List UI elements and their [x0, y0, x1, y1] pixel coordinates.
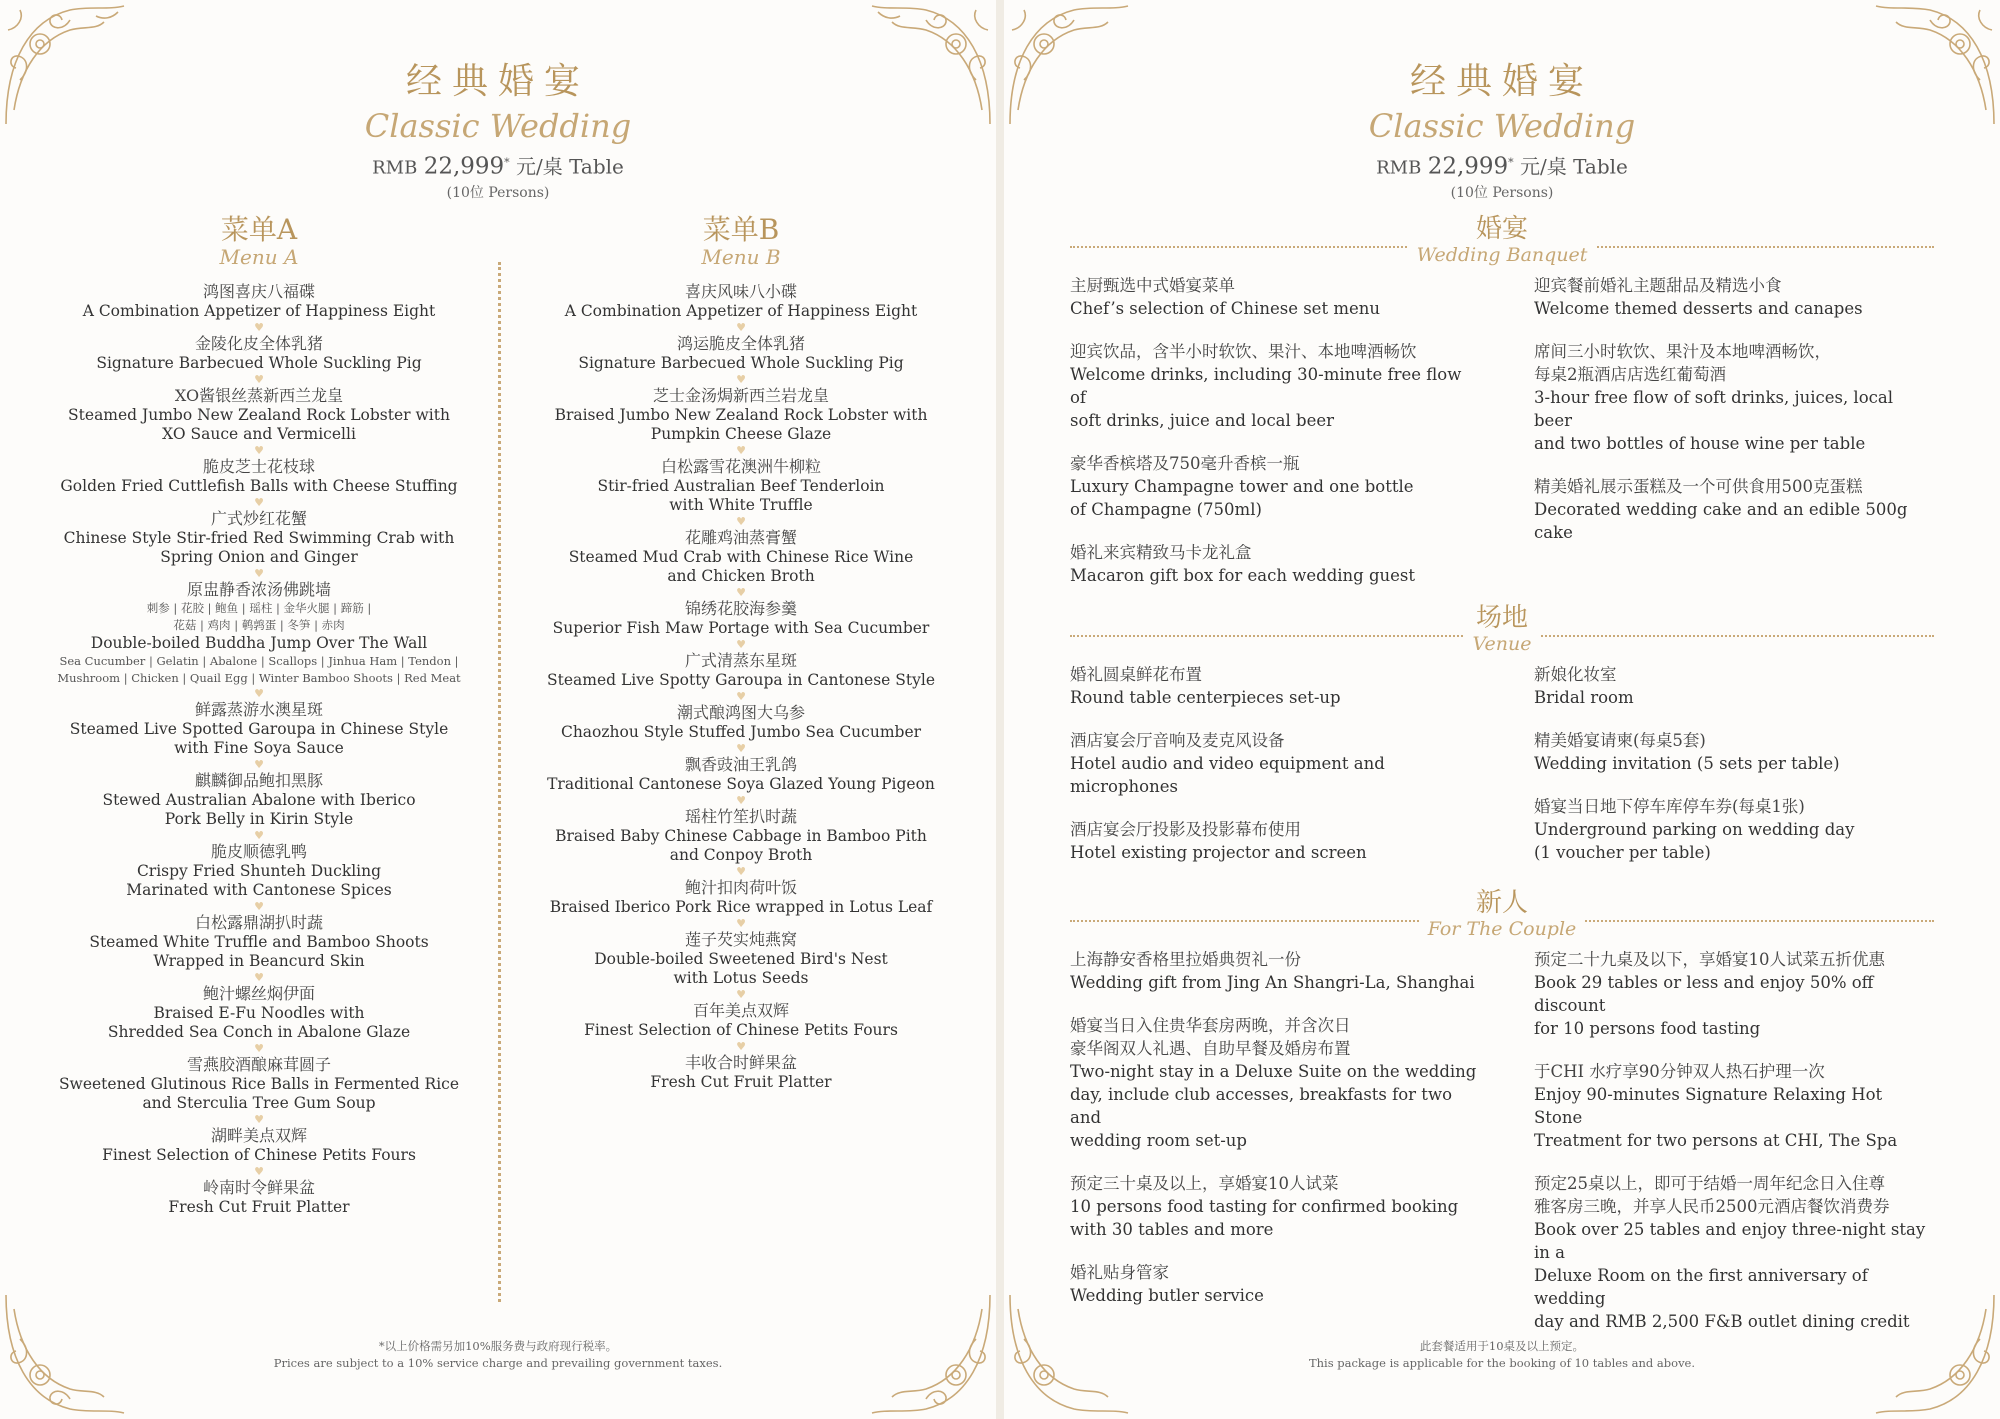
heart-icon: ♥: [736, 638, 746, 651]
dish-name-en: Pumpkin Cheese Glaze: [650, 425, 832, 443]
right-page: [1004, 0, 2000, 1419]
section-column-left: [1070, 274, 1480, 607]
dish-name-en: with White Truffle: [669, 496, 813, 514]
dish-name-en: Steamed Live Spotty Garoupa in Cantonese Style: [547, 671, 935, 689]
inclusion-cn: 酒店宴会厅投影及投影幕布使用: [1070, 820, 1301, 839]
dish-name-en: Fresh Cut Fruit Platter: [168, 1198, 350, 1216]
price-line: [1004, 150, 2000, 182]
dish-name-en: Double-boiled Sweetened Bird's Nest: [594, 950, 888, 968]
inclusion-cn: 预定三十桌及以上，享婚宴10人试菜: [1070, 1174, 1339, 1193]
inclusion-item: [1070, 729, 1480, 798]
inclusion-en: Macaron gift box for each wedding guest: [1070, 566, 1416, 585]
dish-name-cn: 潮式酿鸿图大乌参: [676, 703, 805, 722]
dish-name-en: Fresh Cut Fruit Platter: [650, 1073, 832, 1091]
inclusion-cn: 席间三小时软饮、果汁及本地啤酒畅饮，: [1534, 342, 1831, 361]
inclusion-en: Welcome themed desserts and canapes: [1534, 299, 1863, 318]
package-footnote: [1004, 1338, 2000, 1372]
price-unit: 元/桌 Table: [1520, 154, 1628, 179]
inclusion-en: 10 persons food tasting for confirmed booking: [1070, 1197, 1459, 1216]
inclusion-item: [1070, 948, 1480, 994]
dish-ingredients-en: Mushroom | Chicken | Quail Egg | Winter Bamboo Shoots | Red Meat: [57, 671, 461, 685]
inclusion-en: 3-hour free flow of soft drinks, juices, local beer: [1534, 388, 1893, 430]
dish-name-en: Steamed Mud Crab with Chinese Rice Wine: [568, 548, 914, 566]
dish-item: [536, 599, 946, 638]
inclusion-cn: 婚宴当日地下停车库停车券(每桌1张): [1534, 797, 1805, 816]
dish-name-cn: 湖畔美点双辉: [210, 1126, 307, 1145]
section-grid: [1070, 274, 1934, 607]
dish-item: [536, 703, 946, 742]
inclusion-cn: 婚礼贴身管家: [1070, 1263, 1169, 1282]
dish-name-en: A Combination Appetizer of Happiness Eight: [564, 302, 918, 320]
inclusion-en: soft drinks, juice and local beer: [1070, 411, 1335, 430]
dish-item: [536, 807, 946, 865]
dish-item: [536, 457, 946, 515]
dish-name-en: Stewed Australian Abalone with Iberico: [102, 791, 416, 809]
inclusion-en: of Champagne (750ml): [1070, 500, 1262, 519]
heart-icon: ♥: [736, 515, 746, 528]
dish-name-cn: 鸿运脆皮全体乳猪: [676, 334, 805, 353]
heart-icon: ♥: [254, 321, 264, 334]
dish-ingredients-cn: 刺参 | 花胶 | 鲍鱼 | 瑶柱 | 金华火腿 | 蹄筋 |: [146, 601, 372, 615]
dish-name-cn: 白松露雪花澳洲牛柳粒: [660, 457, 821, 476]
heart-icon: ♥: [254, 496, 264, 509]
title-cn: 经典婚宴: [405, 61, 590, 102]
inclusion-item: [1534, 1172, 1934, 1333]
section-title-en-wrap: [1070, 244, 1934, 266]
inclusion-item: [1534, 729, 1934, 775]
dish-name-cn: 锦绣花胶海参羹: [684, 599, 797, 618]
dish-name-cn: 金陵化皮全体乳猪: [194, 334, 323, 353]
dish-name-en: Chinese Style Stir-fried Red Swimming Crab with: [63, 529, 455, 547]
dish-item: [536, 282, 946, 321]
section-for-the-couple: [1070, 888, 1934, 1353]
price-currency: RMB: [372, 157, 418, 179]
dish-item: [54, 1055, 464, 1113]
dish-name-cn: 广式炒红花蟹: [210, 509, 307, 528]
dish-item: [54, 1178, 464, 1217]
inclusion-en: Book 29 tables or less and enjoy 50% off discount: [1534, 973, 1874, 1015]
section-title-en-wrap: [1070, 633, 1934, 655]
inclusion-cn: 婚礼来宾精致马卡龙礼盒: [1070, 543, 1252, 562]
heart-icon: ♥: [736, 865, 746, 878]
inclusion-cn: 每桌2瓶酒店店选红葡萄酒: [1534, 365, 1726, 384]
dish-name-cn: 雪燕胶酒酿麻茸圆子: [186, 1055, 331, 1074]
heart-icon: ♥: [736, 690, 746, 703]
dish-name-en: Golden Fried Cuttlefish Balls with Cheese Stuffing: [60, 477, 458, 495]
inclusion-item: [1070, 1261, 1480, 1307]
inclusion-item: [1070, 663, 1480, 709]
section-column-right: [1534, 274, 1934, 607]
inclusion-en: Deluxe Room on the first anniversary of wedding: [1534, 1266, 1868, 1308]
dish-item: [536, 528, 946, 586]
menu-a-dish-list: [54, 282, 464, 1217]
heart-icon: ♥: [254, 444, 264, 457]
dish-item: [54, 386, 464, 444]
dish-name-en: Braised Baby Chinese Cabbage in Bamboo Pith: [555, 827, 927, 845]
dish-name-en: Finest Selection of Chinese Petits Fours: [584, 1021, 898, 1039]
dish-item: [54, 913, 464, 971]
heart-icon: ♥: [254, 567, 264, 580]
dish-item: [54, 509, 464, 567]
section-title-cn: 婚宴: [1475, 214, 1528, 244]
dish-name-en: and Conpoy Broth: [669, 846, 813, 864]
heart-icon: ♥: [254, 1165, 264, 1178]
inclusion-en: Luxury Champagne tower and one bottle: [1070, 477, 1414, 496]
inclusion-cn: 雅客房三晚，并享人民币2500元酒店餐饮消费券: [1534, 1197, 1890, 1216]
dish-name-en: Shredded Sea Conch in Abalone Glaze: [107, 1023, 411, 1041]
inclusion-cn: 豪华阁双人礼遇、自助早餐及婚房布置: [1070, 1039, 1351, 1058]
heart-icon: ♥: [254, 829, 264, 842]
dish-name-cn: 喜庆风味八小碟: [684, 282, 797, 301]
footnote-en: Prices are subject to a 10% service charge and prevailing government taxes.: [273, 1356, 723, 1370]
heart-icon: ♥: [736, 444, 746, 457]
dish-name-en: Signature Barbecued Whole Suckling Pig: [578, 354, 904, 372]
section-column-right: [1534, 663, 1934, 884]
section-column-left: [1070, 663, 1480, 884]
menu-a-title-en: Menu A: [219, 245, 299, 269]
title-en: Classic Wedding: [1368, 107, 1636, 145]
inclusion-cn: 上海静安香格里拉婚典贺礼一份: [1070, 950, 1301, 969]
section-titles: [1070, 214, 1934, 266]
dish-name-en: Steamed Live Spotted Garoupa in Chinese Style: [69, 720, 449, 738]
heart-icon: ♥: [254, 758, 264, 771]
price-mark: *: [1508, 156, 1514, 169]
persons-note: (10位 Persons): [1450, 184, 1554, 201]
inclusion-en: Hotel existing projector and screen: [1070, 843, 1367, 862]
inclusion-cn: 婚宴当日入住贵华套房两晚，并含次日: [1070, 1016, 1351, 1035]
dish-name-cn: 原盅静香浓汤佛跳墙: [186, 580, 331, 599]
section-header: [1070, 603, 1934, 663]
heart-icon: ♥: [254, 687, 264, 700]
dish-ingredients-en: Sea Cucumber | Gelatin | Abalone | Scallops | Jinhua Ham | Tendon |: [59, 654, 459, 668]
dish-name-cn: 芝士金汤焗新西兰岩龙皇: [652, 386, 829, 405]
dish-name-cn: 鲍汁螺丝焖伊面: [202, 984, 315, 1003]
inclusion-item: [1534, 1060, 1934, 1152]
inclusion-item: [1070, 274, 1480, 320]
inclusion-cn: 新娘化妆室: [1534, 665, 1617, 684]
price-mark: *: [504, 156, 510, 169]
dish-name-cn: 麒麟御品鲍扣黑豚: [194, 771, 323, 790]
dish-item: [536, 930, 946, 988]
section-title-en: Wedding Banquet: [1409, 244, 1596, 266]
dish-item: [54, 842, 464, 900]
dish-name-en: Braised E-Fu Noodles with: [153, 1004, 365, 1022]
dish-item: [54, 457, 464, 496]
heart-icon: ♥: [254, 1113, 264, 1126]
inclusion-en: with 30 tables and more: [1070, 1220, 1274, 1239]
dish-name-en: and Sterculia Tree Gum Soup: [142, 1094, 376, 1112]
dish-name-en: and Chicken Broth: [667, 567, 815, 585]
footnote-cn: *以上价格需另加10%服务费与政府现行税率。: [378, 1339, 618, 1353]
inclusion-en: day, include club accesses, breakfasts for two and: [1070, 1085, 1452, 1127]
dish-name-cn: 脆皮芝士花枝球: [202, 457, 315, 476]
dish-name-en: Chaozhou Style Stuffed Jumbo Sea Cucumber: [560, 723, 922, 741]
dish-name-cn: 鲜露蒸游水澳星斑: [194, 700, 323, 719]
dish-name-en: Steamed Jumbo New Zealand Rock Lobster with: [68, 406, 450, 424]
price-amount: 22,999: [1427, 153, 1509, 180]
inclusion-cn: 婚礼圆桌鲜花布置: [1070, 665, 1202, 684]
dish-name-en: Braised Jumbo New Zealand Rock Lobster with: [554, 406, 928, 424]
inclusion-item: [1070, 1172, 1480, 1241]
dish-item: [54, 984, 464, 1042]
dish-name-en: Braised Iberico Pork Rice wrapped in Lotus Leaf: [549, 898, 933, 916]
inclusion-en: Book over 25 tables and enjoy three-night stay in a: [1534, 1220, 1926, 1262]
section-grid: [1070, 663, 1934, 884]
inclusion-en: day and RMB 2,500 F&B outlet dining credit: [1534, 1312, 1910, 1331]
dish-name-en: Sweetened Glutinous Rice Balls in Fermented Rice: [58, 1075, 460, 1093]
inclusion-cn: 于CHI 水疗享90分钟双人热石护理一次: [1534, 1062, 1825, 1081]
inclusion-en: Enjoy 90-minutes Signature Relaxing Hot Stone: [1534, 1085, 1883, 1127]
page-header-right: [1004, 60, 2000, 202]
inclusion-en: Hotel audio and video equipment and microphones: [1070, 754, 1385, 796]
inclusion-en: (1 voucher per table): [1534, 843, 1711, 862]
price-unit: 元/桌 Table: [516, 154, 624, 179]
inclusion-en: Chef’s selection of Chinese set menu: [1070, 299, 1380, 318]
inclusion-en: Wedding invitation (5 sets per table): [1534, 754, 1840, 773]
dish-name-en: Wrapped in Beancurd Skin: [153, 952, 365, 970]
heart-icon: ♥: [736, 794, 746, 807]
dish-item: [54, 334, 464, 373]
dish-name-en: Stir-fried Australian Beef Tenderloin: [597, 477, 885, 495]
dish-name-en: XO Sauce and Vermicelli: [162, 425, 356, 443]
price-currency: RMB: [1376, 157, 1422, 179]
inclusion-en: Decorated wedding cake and an edible 500g cake: [1534, 500, 1908, 542]
inclusion-cn: 预定25桌以上，即可于结婚一周年纪念日入住尊: [1534, 1174, 1885, 1193]
dish-name-cn: 广式清蒸东星斑: [684, 651, 797, 670]
dish-name-cn: 岭南时令鲜果盆: [202, 1178, 315, 1197]
price-footnote: [0, 1338, 996, 1372]
section-header: [1070, 888, 1934, 948]
menu-b-dish-list: [536, 282, 946, 1092]
dish-item: [536, 386, 946, 444]
inclusion-cn: 预定二十九桌及以下，享婚宴10人试菜五折优惠: [1534, 950, 1885, 969]
heart-icon: ♥: [736, 321, 746, 334]
heart-icon: ♥: [736, 1040, 746, 1053]
footnote-en: This package is applicable for the booking of 10 tables and above.: [1308, 1356, 1696, 1370]
dish-name-cn: 白松露鼎湖扒时蔬: [194, 913, 323, 932]
dish-item: [536, 878, 946, 917]
heart-icon: ♥: [736, 586, 746, 599]
inclusion-item: [1070, 452, 1480, 521]
inclusion-en: Underground parking on wedding day: [1534, 820, 1855, 839]
menu-a-title-cn: 菜单A: [220, 213, 298, 246]
dish-name-en: Pork Belly in Kirin Style: [164, 810, 354, 828]
dish-item: [54, 700, 464, 758]
dish-item: [54, 1126, 464, 1165]
heart-icon: ♥: [254, 373, 264, 386]
column-divider: [498, 262, 501, 1302]
heart-icon: ♥: [736, 373, 746, 386]
inclusion-en: Two-night stay in a Deluxe Suite on the wedding: [1070, 1062, 1477, 1081]
dish-name-en: Marinated with Cantonese Spices: [126, 881, 392, 899]
inclusion-en: Wedding butler service: [1070, 1286, 1264, 1305]
inclusion-item: [1534, 663, 1934, 709]
section-title-cn: 场地: [1475, 603, 1528, 633]
inclusion-en: Wedding gift from Jing An Shangri-La, Shanghai: [1070, 973, 1475, 992]
dish-name-en: Signature Barbecued Whole Suckling Pig: [96, 354, 422, 372]
inclusion-en: Welcome drinks, including 30-minute free flow of: [1070, 365, 1462, 407]
inclusion-en: Round table centerpieces set-up: [1070, 688, 1341, 707]
heart-icon: ♥: [254, 900, 264, 913]
page-gutter: [996, 0, 1004, 1419]
footnote-cn: 此套餐适用于10桌及以上预定。: [1419, 1339, 1585, 1353]
price-amount: 22,999: [423, 153, 505, 180]
menu-b-title-cn: 菜单B: [702, 213, 780, 246]
dish-item: [536, 755, 946, 794]
section-titles: [1070, 888, 1934, 940]
dish-item: [54, 771, 464, 829]
inclusion-en: Bridal room: [1534, 688, 1634, 707]
heart-icon: ♥: [736, 917, 746, 930]
dish-name-en: Steamed White Truffle and Bamboo Shoots: [89, 933, 429, 951]
inclusion-item: [1534, 795, 1934, 864]
persons-note: (10位 Persons): [446, 184, 550, 201]
section-wedding-banquet: [1070, 214, 1934, 607]
section-titles: [1070, 603, 1934, 655]
inclusion-item: [1534, 274, 1934, 320]
dish-name-cn: 花雕鸡油蒸膏蟹: [684, 528, 797, 547]
menu-b-column: [536, 214, 946, 1092]
dish-item: [536, 1053, 946, 1092]
dish-item: [536, 651, 946, 690]
menu-a-column: [54, 214, 464, 1217]
section-column-left: [1070, 948, 1480, 1353]
inclusion-item: [1070, 818, 1480, 864]
section-grid: [1070, 948, 1934, 1353]
dish-name-en: Finest Selection of Chinese Petits Fours: [102, 1146, 416, 1164]
dish-name-cn: 丰收合时鲜果盆: [684, 1053, 797, 1072]
inclusion-item: [1070, 1014, 1480, 1152]
dish-item: [54, 282, 464, 321]
inclusion-item: [1534, 475, 1934, 544]
inclusion-cn: 豪华香槟塔及750毫升香槟一瓶: [1070, 454, 1300, 473]
title-en: Classic Wedding: [364, 107, 632, 145]
dish-ingredients-cn: 花菇 | 鸡肉 | 鹌鹑蛋 | 冬笋 | 赤肉: [173, 618, 345, 632]
dish-item: [536, 334, 946, 373]
inclusion-cn: 主厨甄选中式婚宴菜单: [1070, 276, 1235, 295]
inclusion-item: [1070, 541, 1480, 587]
price-line: [0, 150, 996, 182]
dish-name-cn: XO酱银丝蒸新西兰龙皇: [174, 386, 344, 405]
heart-icon: ♥: [254, 971, 264, 984]
inclusion-en: for 10 persons food tasting: [1534, 1019, 1761, 1038]
dish-item: [536, 1001, 946, 1040]
dish-name-en: Double-boiled Buddha Jump Over The Wall: [90, 634, 428, 652]
title-cn: 经典婚宴: [1409, 61, 1594, 102]
inclusion-en: wedding room set-up: [1070, 1131, 1247, 1150]
dish-name-cn: 瑶柱竹笙扒时蔬: [684, 807, 797, 826]
inclusion-item: [1534, 340, 1934, 455]
section-title-cn: 新人: [1475, 888, 1528, 918]
dish-name-cn: 莲子芡实炖燕窝: [684, 930, 797, 949]
inclusion-cn: 精美婚礼展示蛋糕及一个可供食用500克蛋糕: [1534, 477, 1863, 496]
dish-name-en: with Lotus Seeds: [673, 969, 809, 987]
dish-name-cn: 鲍汁扣肉荷叶饭: [684, 878, 797, 897]
page-header: [0, 60, 996, 202]
dish-name-en: A Combination Appetizer of Happiness Eight: [82, 302, 436, 320]
section-title-en: Venue: [1465, 633, 1540, 655]
inclusion-cn: 迎宾餐前婚礼主题甜品及精选小食: [1534, 276, 1782, 295]
dish-name-cn: 鸿图喜庆八福碟: [202, 282, 315, 301]
inclusion-item: [1534, 948, 1934, 1040]
dish-item: [54, 580, 464, 687]
inclusion-cn: 迎宾饮品，含半小时软饮、果汁、本地啤酒畅饮: [1070, 342, 1417, 361]
left-page: [0, 0, 996, 1419]
inclusion-cn: 精美婚宴请柬(每桌5套): [1534, 731, 1706, 750]
inclusion-cn: 酒店宴会厅音响及麦克风设备: [1070, 731, 1285, 750]
heart-icon: ♥: [254, 1042, 264, 1055]
dish-name-en: Spring Onion and Ginger: [160, 548, 358, 566]
section-venue: [1070, 603, 1934, 884]
dish-name-cn: 飘香豉油王乳鸽: [684, 755, 797, 774]
inclusion-item: [1070, 340, 1480, 432]
dish-name-en: Superior Fish Maw Portage with Sea Cucumber: [552, 619, 930, 637]
section-header: [1070, 214, 1934, 274]
dish-name-en: with Fine Soya Sauce: [174, 739, 344, 757]
dish-name-cn: 百年美点双辉: [692, 1001, 789, 1020]
dish-name-en: Crispy Fried Shunteh Duckling: [136, 862, 382, 880]
section-title-en: For The Couple: [1420, 918, 1585, 940]
heart-icon: ♥: [736, 988, 746, 1001]
menu-b-title-en: Menu B: [701, 245, 781, 269]
section-title-en-wrap: [1070, 918, 1934, 940]
inclusion-en: and two bottles of house wine per table: [1534, 434, 1866, 453]
section-column-right: [1534, 948, 1934, 1353]
dish-name-cn: 脆皮顺德乳鸭: [210, 842, 307, 861]
dish-name-en: Traditional Cantonese Soya Glazed Young Pigeon: [547, 775, 935, 793]
heart-icon: ♥: [736, 742, 746, 755]
inclusion-en: Treatment for two persons at CHI, The Spa: [1534, 1131, 1898, 1150]
